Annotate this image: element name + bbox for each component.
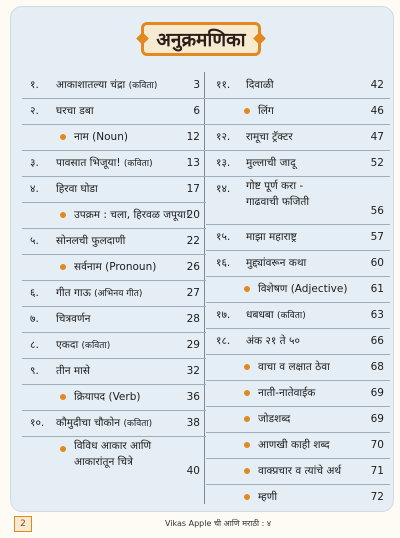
entry-title-text: दिवाळी (246, 79, 274, 91)
entry-title-text: अंक २१ ते ५० (246, 335, 300, 347)
entry-title (56, 306, 176, 332)
entry-tag: (कविता) (276, 311, 306, 321)
contents-entry[interactable] (206, 484, 390, 510)
contents-entry[interactable] (206, 406, 390, 433)
bullet-dot-icon (244, 442, 250, 448)
entry-title-text: घरचा डबा (56, 105, 94, 117)
page-ref: 6 (193, 105, 200, 117)
entry-title-line2: आकारांतून चित्रे (74, 456, 133, 468)
entry-title (258, 354, 360, 380)
lesson-number: ९. (30, 365, 39, 377)
contents-entry[interactable] (22, 150, 206, 177)
entry-tag: (कविता) (123, 419, 153, 429)
page-ref: 70 (370, 439, 384, 451)
contents-entry[interactable] (22, 98, 206, 125)
lesson-number: १२. (216, 131, 231, 143)
page-ref: 3 (193, 79, 200, 91)
contents-entry[interactable] (22, 306, 206, 333)
entry-title-text: पावसात भिजूया! (56, 157, 121, 169)
lesson-number: २. (30, 105, 39, 117)
entry-title (56, 358, 176, 384)
entry-tag: (अभिनय गीत) (94, 289, 143, 299)
contents-entry[interactable] (206, 432, 390, 459)
entry-title (56, 176, 176, 202)
bullet-dot-icon (60, 212, 66, 218)
entry-title (246, 150, 360, 176)
entry-title-text: मुद्द्यांवरून कथा (246, 257, 307, 269)
entry-title-text: तीन मासे (56, 365, 90, 377)
contents-entry[interactable] (22, 72, 206, 99)
entry-title (74, 254, 176, 280)
page-ref: 63 (370, 309, 384, 321)
entry-title-text: रामूचा ट्रॅक्टर (246, 131, 293, 143)
entry-title-text: हिरवा घोडा (56, 183, 98, 195)
entry-title-text: धबधबा (246, 309, 274, 321)
lesson-number: १. (30, 79, 39, 91)
entry-title (246, 250, 360, 276)
entry-title (74, 438, 176, 470)
page-ref: 20 (186, 209, 200, 221)
page-ref: 61 (370, 283, 384, 295)
contents-entry[interactable] (22, 176, 206, 203)
page-ref: 69 (370, 387, 384, 399)
entry-title (258, 380, 360, 406)
contents-entry[interactable] (206, 150, 390, 177)
entry-title-text: सोनलची फुलदाणी (56, 235, 126, 247)
entry-title (246, 124, 360, 150)
entry-title-text: जोडशब्द (258, 413, 291, 425)
entry-title-text: कौमुदीचा चौकोन (56, 417, 121, 429)
page-ref: 27 (186, 287, 200, 299)
page-ref: 71 (370, 465, 384, 477)
page-ref: 28 (186, 313, 200, 325)
contents-entry[interactable] (206, 224, 390, 251)
contents-title-banner (141, 22, 261, 56)
entry-title (246, 178, 360, 210)
lesson-number: १०. (30, 417, 45, 429)
page-ref: 60 (370, 257, 384, 269)
entry-title (74, 124, 176, 150)
bullet-dot-icon (60, 394, 66, 400)
page-ref: 72 (370, 491, 384, 503)
entry-title-text: लिंग (258, 105, 274, 117)
page-ref: 47 (370, 131, 384, 143)
contents-entry[interactable] (22, 280, 206, 307)
page-title: अनुक्रमणिका (156, 29, 246, 51)
entry-title-line2: गाढवाची फजिती (246, 196, 310, 208)
entry-title (258, 484, 360, 510)
contents-entry[interactable] (206, 276, 390, 303)
entry-title (56, 410, 176, 437)
page-ref: 36 (186, 391, 200, 403)
entry-title-text: विविध आकार आणि (74, 440, 152, 452)
entry-title-text: गीत गाऊ (56, 287, 91, 299)
entry-title (56, 228, 176, 254)
contents-entry[interactable] (22, 228, 206, 255)
page-footer (0, 516, 400, 532)
page-ref: 17 (186, 183, 200, 195)
bullet-dot-icon (244, 364, 250, 370)
page-ref: 32 (186, 365, 200, 377)
page-number: 2 (14, 516, 32, 532)
contents-entry[interactable] (206, 250, 390, 277)
entry-title (246, 224, 360, 250)
entry-title-text: म्हणी (258, 491, 278, 503)
lesson-number: १६. (216, 257, 231, 269)
lesson-number: १५. (216, 231, 231, 243)
entry-title-text: मुल्लाची जादू (246, 157, 296, 169)
entry-title (56, 72, 176, 99)
lesson-number: ११. (216, 79, 231, 91)
lesson-number: ३. (30, 157, 39, 169)
entry-title-text: आकाशातल्या चंद्रा (56, 79, 126, 91)
bullet-dot-icon (60, 264, 66, 270)
contents-entry[interactable] (22, 332, 206, 359)
lesson-number: १८. (216, 335, 231, 347)
lesson-number: १३. (216, 157, 231, 169)
contents-entry[interactable] (206, 302, 390, 329)
entry-title (246, 302, 360, 329)
lesson-number: ८. (30, 339, 39, 351)
entry-title (258, 432, 360, 458)
contents-entry[interactable] (206, 328, 390, 355)
contents-entry[interactable] (206, 458, 390, 485)
page-ref: 13 (186, 157, 200, 169)
page-ref: 56 (370, 205, 384, 217)
page-ref: 69 (370, 413, 384, 425)
page-ref: 68 (370, 361, 384, 373)
entry-title (258, 458, 360, 484)
contents-entry[interactable] (22, 384, 206, 411)
lesson-number: ४. (30, 183, 39, 195)
entry-title (74, 384, 176, 410)
bullet-dot-icon (244, 416, 250, 422)
entry-title-text: वाचा व लक्षात ठेवा (258, 361, 330, 373)
page-ref: 52 (370, 157, 384, 169)
bullet-dot-icon (60, 134, 66, 140)
entry-title-text: वाक्प्रचार व त्यांचे अर्थ (258, 465, 342, 477)
entry-title (258, 276, 360, 302)
entry-title (246, 328, 360, 354)
contents-entry[interactable] (22, 254, 206, 281)
entry-tag: (कविता) (123, 159, 153, 169)
entry-title (258, 98, 360, 124)
page-ref: 29 (186, 339, 200, 351)
entry-title-text: नाम (Noun) (74, 131, 128, 143)
page-ref: 12 (186, 131, 200, 143)
entry-title (246, 72, 360, 98)
entry-title (56, 98, 176, 124)
page-ref: 46 (370, 105, 384, 117)
bullet-dot-icon (244, 286, 250, 292)
lesson-number: ६. (30, 287, 39, 299)
bullet-dot-icon (244, 494, 250, 500)
entry-title (56, 150, 176, 177)
lesson-number: १७. (216, 309, 231, 321)
page-ref: 42 (370, 79, 384, 91)
entry-title-text: सर्वनाम (Pronoun) (74, 261, 157, 273)
contents-entry[interactable] (206, 380, 390, 407)
entry-title-text: आणखी काही शब्द (258, 439, 330, 451)
entry-title-text: उपक्रम : चला, हिरवळ जपूया! (74, 209, 190, 221)
contents-entry[interactable] (22, 410, 206, 437)
lesson-number: ७. (30, 313, 39, 325)
page-ref: 57 (370, 231, 384, 243)
entry-tag: (कविता) (128, 81, 158, 91)
footer-text: Vikas Apple ची आणि मराठी : ४ (165, 519, 272, 528)
page-ref: 38 (186, 417, 200, 429)
entry-title-text: गोष्ट पूर्ण करा - (246, 180, 304, 192)
bullet-dot-icon (244, 390, 250, 396)
lesson-number: १४. (216, 183, 231, 195)
entry-title (56, 332, 176, 359)
entry-title-text: क्रियापद (Verb) (74, 391, 141, 403)
page-ref: 22 (186, 235, 200, 247)
entry-title-text: एकदा (56, 339, 79, 351)
entry-tag: (कविता) (81, 341, 111, 351)
entry-title-text: विशेषण (Adjective) (258, 283, 348, 295)
contents-entry[interactable] (206, 176, 390, 225)
entry-title (56, 280, 176, 307)
contents-entry[interactable] (22, 202, 206, 229)
entry-title-text: माझा महाराष्ट्र (246, 231, 297, 243)
contents-entry[interactable] (206, 72, 390, 99)
entry-title (74, 202, 190, 228)
page-ref: 66 (370, 335, 384, 347)
entry-title-text: चित्रवर्णन (56, 313, 91, 325)
contents-entry[interactable] (22, 436, 206, 484)
contents-entry[interactable] (206, 354, 390, 381)
contents-entry[interactable] (206, 98, 390, 125)
contents-entry[interactable] (22, 124, 206, 151)
page-ref: 40 (186, 465, 200, 477)
bullet-dot-icon (60, 446, 66, 452)
lesson-number: ५. (30, 235, 39, 247)
entry-title (258, 406, 360, 432)
bullet-dot-icon (244, 468, 250, 474)
entry-title-text: नाती-नातेवाईक (258, 387, 316, 399)
contents-entry[interactable] (206, 124, 390, 151)
bullet-dot-icon (244, 108, 250, 114)
contents-entry[interactable] (22, 358, 206, 385)
page-ref: 26 (186, 261, 200, 273)
